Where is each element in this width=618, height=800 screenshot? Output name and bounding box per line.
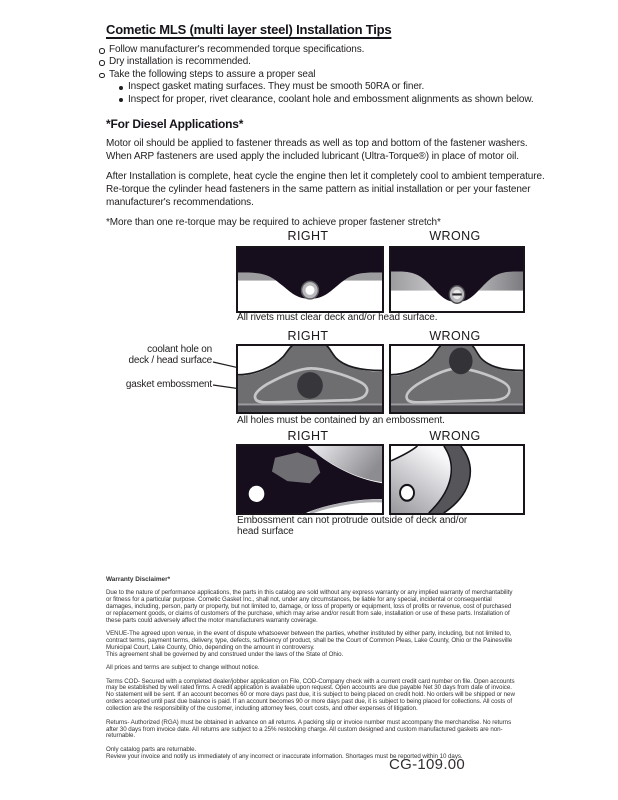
tip-item — [99, 69, 552, 81]
diagram-rivet-wrong — [389, 246, 525, 313]
solid-bullet-icon — [119, 98, 123, 102]
coolant-hole-callout-line1: coolant hole on — [147, 344, 212, 355]
catalog-parts-line: Only catalog parts are returnable. — [106, 745, 197, 753]
tip-text: Take the following steps to assure a proper seal — [109, 68, 316, 80]
diagram-rivet-right — [236, 246, 384, 313]
diesel-note: *More than one re-torque may be required to achieve proper fastener stretch* — [106, 217, 441, 228]
legal-section — [106, 576, 518, 767]
tip-text: Follow manufacturer's recommended torque specifications. — [109, 44, 365, 55]
hollow-bullet-icon — [99, 73, 105, 79]
protrusion-right-drawing — [238, 446, 382, 513]
page-number: CG-109.00 — [389, 756, 466, 773]
hollow-bullet-icon — [99, 48, 105, 54]
diesel-applications-section — [106, 117, 552, 236]
tip-text: Dry installation is recommended. — [109, 56, 251, 68]
row2-caption: All holes must be contained by an embossment. — [237, 415, 445, 426]
row3-caption: Embossment can not protrude outside of deck and/or head surface — [237, 515, 468, 537]
venue-paragraph: VENUE-The agreed upon venue, in the event of dispute whatsoever between the parties, whether instituted by either party, including, but not limited to, contract terms, payment terms, delivery, type, defects, sufficiency of product, shall be the Court of Common Pleas, Lake County, Ohio or the Painesville Municipal Court, Lake County, Ohio, depending on the amount in controversy. — [106, 630, 513, 651]
row1-right-label: RIGHT — [287, 229, 329, 243]
warranty-paragraph: Due to the nature of performance applications, the parts in this catalog are sold without any express warranty or any implied warranty of merchantability or fitness for a particular purpose. Cometic Gasket Inc., shall not, under any circumstances, be liable for any special, incidental or consequential damages, including, person, party or property, but not limited to, damage, or loss of property or equipment, loss of profits or revenue, cost of purchased or replacement goods, or claims of customers of the purchase, which may arise and/or result from sale, installation or use of these parts. Installation of these parts could adversely affect the motor manufacturers warranty coverage. — [106, 589, 513, 624]
gasket-embossment-callout: gasket embossment — [125, 379, 212, 390]
installation-tips-section — [106, 22, 552, 106]
diesel-paragraph-1: Motor oil should be applied to fastener threads as well as top and bottom of the fastener washers. When ARP fasteners are used apply the included lubricant (Ultra-Torque®) in place of motor oil. — [106, 138, 528, 162]
returns-paragraph: Returns- Authorized (RGA) must be obtained in advance on all returns. A packing slip or invoice number must accompany the merchandise. No returns after 30 days from invoice date. All returns are subject to a 25% restocking charge. All custom designed and custom manufactured gaskets are non-returnable. — [106, 718, 512, 740]
invoice-review-line: Review your invoice and notify us immediately of any incorrect or inaccurate information. Shortages must be reported within 10 days. — [106, 752, 463, 760]
embossment-wrong-drawing — [391, 346, 523, 412]
row1-wrong-label: WRONG — [429, 229, 481, 243]
page-title: Cometic MLS (multi layer steel) Installation Tips — [106, 22, 392, 37]
tips-list — [99, 44, 552, 81]
row3-right-label: RIGHT — [287, 429, 329, 443]
solid-bullet-icon — [119, 86, 123, 90]
terms-cod-paragraph: Terms COD- Secured with a completed dealer/jobber application on File, COD-Company check with a current credit card number on file. Open accounts may be established by well rated firms. A credit application is available upon request. Open accounts are due payable Net 30 days from date of invoice. No statement will be sent. If an account becomes 60 or more days past due, it is subject to being placed on credit hold. No orders will be shipped or new orders accepted until past due balance is paid. If an account becomes 90 or more days past due, it is subject to being placed for collections. All costs of collection are the responsibility of the customer, including attorney fees, court costs, and other expenses of litigation. — [106, 677, 515, 713]
warranty-disclaimer-heading: Warranty Disclaimer* — [106, 576, 171, 583]
row1-caption: All rivets must clear deck and/or head surface. — [237, 312, 438, 323]
sub-tip-text: Inspect gasket mating surfaces. They must be smooth 50RA or finer. — [128, 81, 425, 93]
sub-tip-item — [119, 81, 552, 93]
coolant-hole-callout-line2: deck / head surface — [128, 355, 212, 366]
embossment-right-drawing — [238, 346, 382, 412]
sub-tips-list — [119, 81, 552, 106]
protrusion-wrong-drawing — [391, 446, 523, 513]
prices-terms-line: All prices and terms are subject to change without notice. — [106, 664, 260, 672]
hollow-bullet-icon — [99, 60, 105, 66]
diagram-protrusion-right — [236, 444, 384, 515]
diesel-paragraph-2: After Installation is complete, heat cycle the engine then let it completely cool to ambient temperature. Re-torque the cylinder head fasteners in the same pattern as initial installation or per your fastener manufacturer's recommendations. — [106, 171, 545, 208]
tip-item — [99, 44, 552, 56]
diagram-protrusion-wrong — [389, 444, 525, 515]
sub-tip-text: Inspect for proper, rivet clearance, coolant hole and embossment alignments as shown below. — [128, 93, 534, 105]
diagram-embossment-right — [236, 344, 384, 414]
rivet-wrong-drawing — [391, 248, 523, 311]
tip-item — [99, 56, 552, 68]
row2-right-label: RIGHT — [287, 329, 329, 343]
row3-wrong-label: WRONG — [429, 429, 481, 443]
rivet-right-drawing — [238, 248, 382, 311]
coolant-hole-callout — [100, 344, 212, 366]
row2-wrong-label: WRONG — [429, 329, 481, 343]
diesel-heading: *For Diesel Applications* — [106, 117, 244, 131]
diagram-embossment-wrong — [389, 344, 525, 414]
governing-law-line: This agreement shall be governed by and construed under the laws of the State of Ohio. — [106, 650, 344, 658]
sub-tip-item — [119, 94, 552, 106]
